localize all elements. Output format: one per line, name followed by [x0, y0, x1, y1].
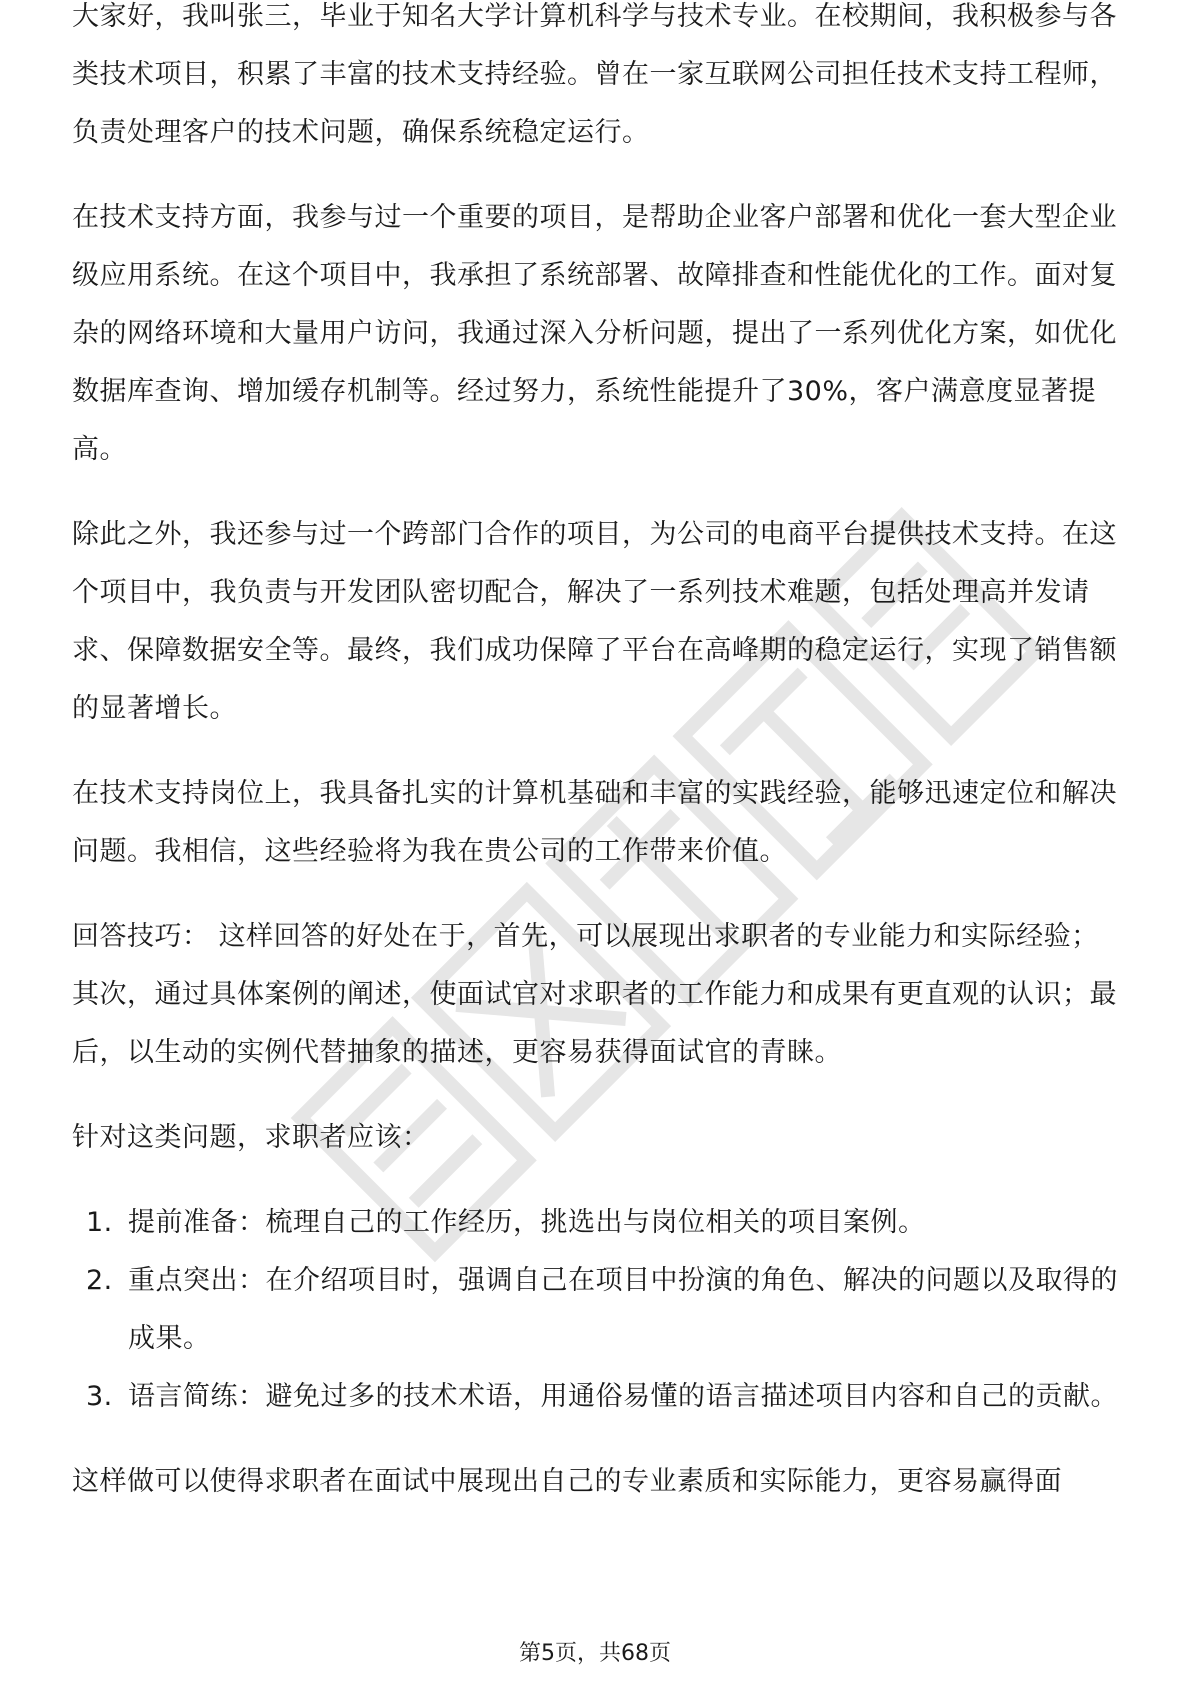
list-item-text: 提前准备：梳理自己的工作经历，挑选出与岗位相关的项目案例。 — [128, 1207, 926, 1238]
paragraph-project-2: 除此之外，我还参与过一个跨部门合作的项目，为公司的电商平台提供技术支持。在这个项目中，我负责与开发团队密切配合，解决了一系列技术难题，包括处理高并发请求、保障数据安全等。最终，我们成功保障了平台在高峰期的稳定运行，实现了销售额的显著增长。 — [72, 519, 1117, 724]
paragraph-summary: 在技术支持岗位上，我具备扎实的计算机基础和丰富的实践经验，能够迅速定位和解决问题。我相信，这些经验将为我在贵公司的工作带来价值。 — [72, 778, 1117, 867]
paragraph-conclusion: 这样做可以使得求职者在面试中展现出自己的专业素质和实际能力，更容易赢得面 — [72, 1466, 1062, 1497]
list-item — [72, 1252, 1122, 1368]
document-body — [72, 0, 1122, 1511]
list-item-number: 3. — [86, 1381, 113, 1412]
list-item-text: 语言简练：避免过多的技术术语，用通俗易懂的语言描述项目内容和自己的贡献。 — [128, 1381, 1118, 1412]
list-item — [72, 1194, 1122, 1252]
paragraph-advice-intro: 针对这类问题，求职者应该： — [72, 1122, 430, 1153]
list-item-text: 重点突出：在介绍项目时，强调自己在项目中扮演的角色、解决的问题以及取得的成果。 — [128, 1265, 1118, 1354]
paragraph-tips: 回答技巧： 这样回答的好处在于，首先，可以展现出求职者的专业能力和实际经验；其次，通过具体案例的阐述，使面试官对求职者的工作能力和成果有更直观的认识；最后，以生动的实例代替抽象的描述，更容易获得面试官的青睐。 — [72, 921, 1117, 1068]
paragraph-intro: 大家好，我叫张三，毕业于知名大学计算机科学与技术专业。在校期间，我积极参与各类技术项目，积累了丰富的技术支持经验。曾在一家互联网公司担任技术支持工程师，负责处理客户的技术问题，确保系统稳定运行。 — [72, 1, 1117, 148]
paragraph-project-1: 在技术支持方面，我参与过一个重要的项目，是帮助企业客户部署和优化一套大型企业级应用系统。在这个项目中，我承担了系统部署、故障排查和性能优化的工作。面对复杂的网络环境和大量用户访问，我通过深入分析问题，提出了一系列优化方案，如优化数据库查询、增加缓存机制等。经过努力，系统性能提升了30%，客户满意度显著提高。 — [72, 202, 1117, 465]
advice-list — [72, 1194, 1122, 1426]
list-item-number: 2. — [86, 1265, 113, 1296]
page-number: 第5页，共68页 — [519, 1641, 671, 1666]
list-item-number: 1. — [86, 1207, 113, 1238]
list-item — [72, 1368, 1122, 1426]
